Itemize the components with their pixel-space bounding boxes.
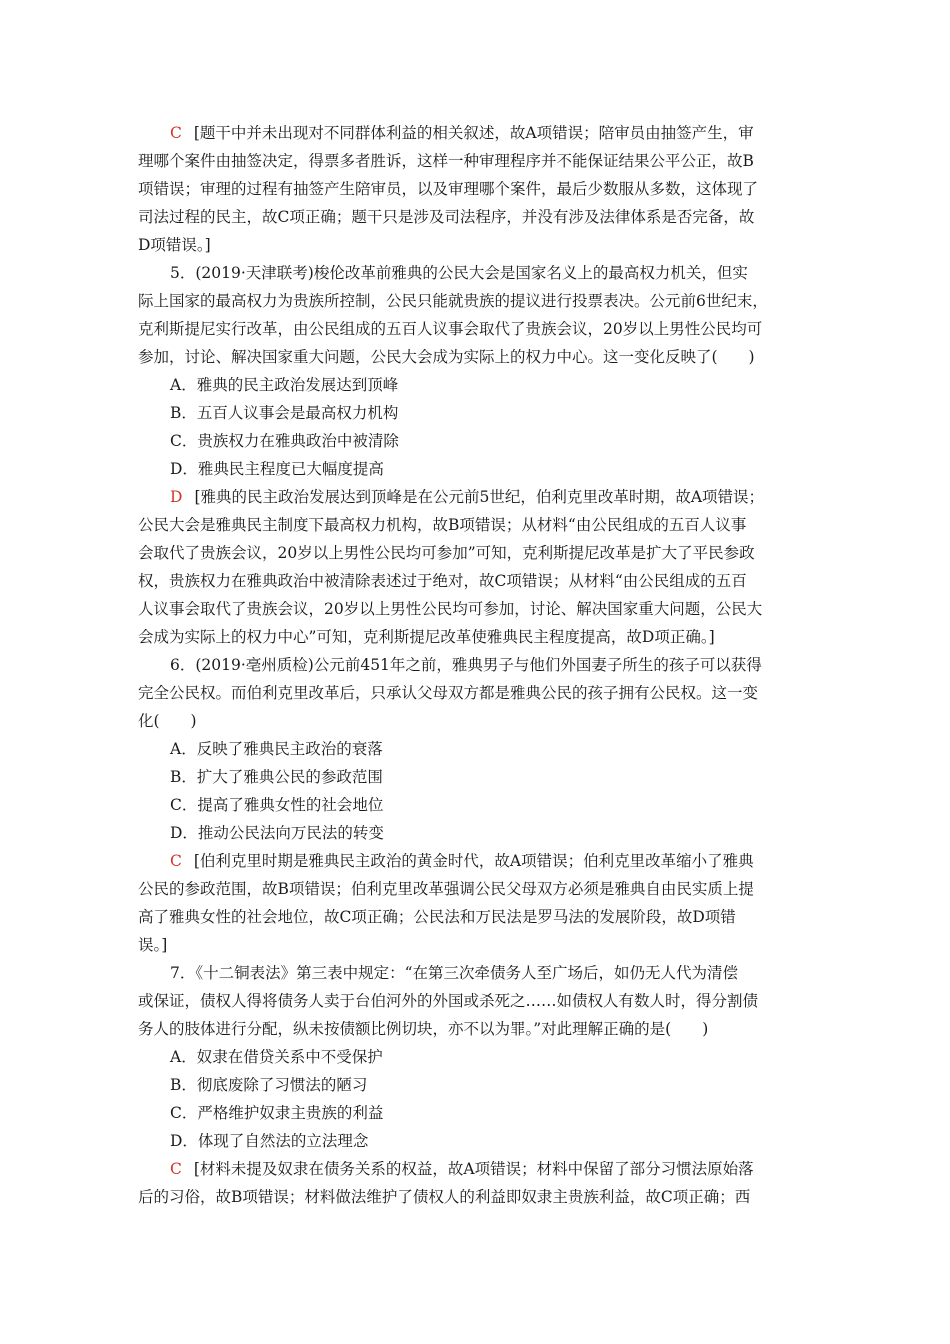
question-line: 克利斯提尼实行改革，由公民组成的五百人议事会取代了贵族会议，20岁以上男性公民均可	[138, 320, 763, 338]
option-d: D．体现了自然法的立法理念	[170, 1132, 369, 1150]
option-b: B．扩大了雅典公民的参政范围	[170, 768, 383, 786]
option-b: B．五百人议事会是最高权力机构	[170, 404, 399, 422]
answer-letter: C	[170, 852, 182, 870]
option-a: A．奴隶在借贷关系中不受保护	[170, 1048, 383, 1066]
answer-line: 项错误；审理的过程有抽签产生陪审员，以及审理哪个案件，最后少数服从多数，这体现了	[138, 180, 759, 198]
question-line: 或保证，债权人得将债务人卖于台伯河外的外国或杀死之……如债权人有数人时，得分割债	[138, 992, 759, 1010]
answer-line: 权，贵族权力在雅典政治中被清除表述过于绝对，故C项错误；从材料“由公民组成的五百	[138, 572, 747, 590]
question-line: 7．《十二铜表法》第三表中规定：“在第三次牵债务人至广场后，如仍无人代为清偿	[170, 964, 739, 982]
answer-line: 人议事会取代了贵族会议，20岁以上男性公民均可参加，讨论、解决国家重大问题，公民大	[138, 600, 763, 618]
question-line: 完全公民权。而伯利克里改革后，只承认父母双方都是雅典公民的孩子拥有公民权。这一变	[138, 684, 759, 702]
option-c: C．贵族权力在雅典政治中被清除	[170, 432, 399, 450]
option-d: D．推动公民法向万民法的转变	[170, 824, 384, 842]
question-line: 5．(2019·天津联考)梭伦改革前雅典的公民大会是国家名义上的最高权力机关，但实	[170, 264, 748, 282]
option-c: C．严格维护奴隶主贵族的利益	[170, 1104, 384, 1122]
answer-line: 误。]	[138, 936, 168, 954]
question-line: 6．(2019·亳州质检)公元前451年之前，雅典男子与他们外国妻子所生的孩子可以获得	[170, 656, 762, 674]
question-line: 化( )	[138, 712, 197, 730]
answer-line: D [雅典的民主政治发展达到顶峰是在公元前5世纪，伯利克里改革时期，故A项错误；	[170, 488, 765, 506]
answer-line: 会取代了贵族会议，20岁以上男性公民均可参加”可知，克利斯提尼改革是扩大了平民参政	[138, 544, 755, 562]
option-d: D．雅典民主程度已大幅度提高	[170, 460, 384, 478]
question-line: 务人的肢体进行分配，纵未按债额比例切块，亦不以为罪。”对此理解正确的是( )	[138, 1020, 709, 1038]
answer-line: C [材料未提及奴隶在债务关系的权益，故A项错误；材料中保留了部分习惯法原始落	[170, 1160, 754, 1178]
answer-line: 理哪个案件由抽签决定，得票多者胜诉，这样一种审理程序并不能保证结果公平公正，故B	[138, 152, 754, 170]
answer-line: 高了雅典女性的社会地位，故C项正确；公民法和万民法是罗马法的发展阶段，故D项错	[138, 908, 736, 926]
answer-letter: C	[170, 124, 182, 142]
option-a: A．反映了雅典民主政治的衰落	[170, 740, 383, 758]
answer-line: 司法过程的民主，故C项正确；题干只是涉及司法程序，并没有涉及法律体系是否完备，故	[138, 208, 755, 226]
answer-line: 公民大会是雅典民主制度下最高权力机构，故B项错误；从材料“由公民组成的五百人议事	[138, 516, 747, 534]
answer-line: 后的习俗，故B项错误；材料做法维护了债权人的利益即奴隶主贵族利益，故C项正确；西	[138, 1188, 751, 1206]
answer-line: C [伯利克里时期是雅典民主政治的黄金时代，故A项错误；伯利克里改革缩小了雅典	[170, 852, 754, 870]
answer-line: 公民的参政范围，故B项错误；伯利克里改革强调公民父母双方必须是雅典自由民实质上提	[138, 880, 754, 898]
answer-letter: C	[170, 1160, 182, 1178]
answer-line: C [题干中并未出现对不同群体利益的相关叙述，故A项错误；陪审员由抽签产生，审	[170, 124, 754, 142]
question-line: 参加，讨论、解决国家重大问题，公民大会成为实际上的权力中心。这一变化反映了( )	[138, 348, 755, 366]
option-c: C．提高了雅典女性的社会地位	[170, 796, 384, 814]
answer-letter: D	[170, 488, 183, 506]
answer-line: 会成为实际上的权力中心”可知，克利斯提尼改革使雅典民主程度提高，故D项正确。]	[138, 628, 715, 646]
answer-line: D项错误。]	[138, 236, 211, 254]
option-a: A．雅典的民主政治发展达到顶峰	[170, 376, 399, 394]
option-b: B．彻底废除了习惯法的陋习	[170, 1076, 368, 1094]
question-line: 际上国家的最高权力为贵族所控制，公民只能就贵族的提议进行投票表决。公元前6世纪末，	[138, 292, 768, 310]
